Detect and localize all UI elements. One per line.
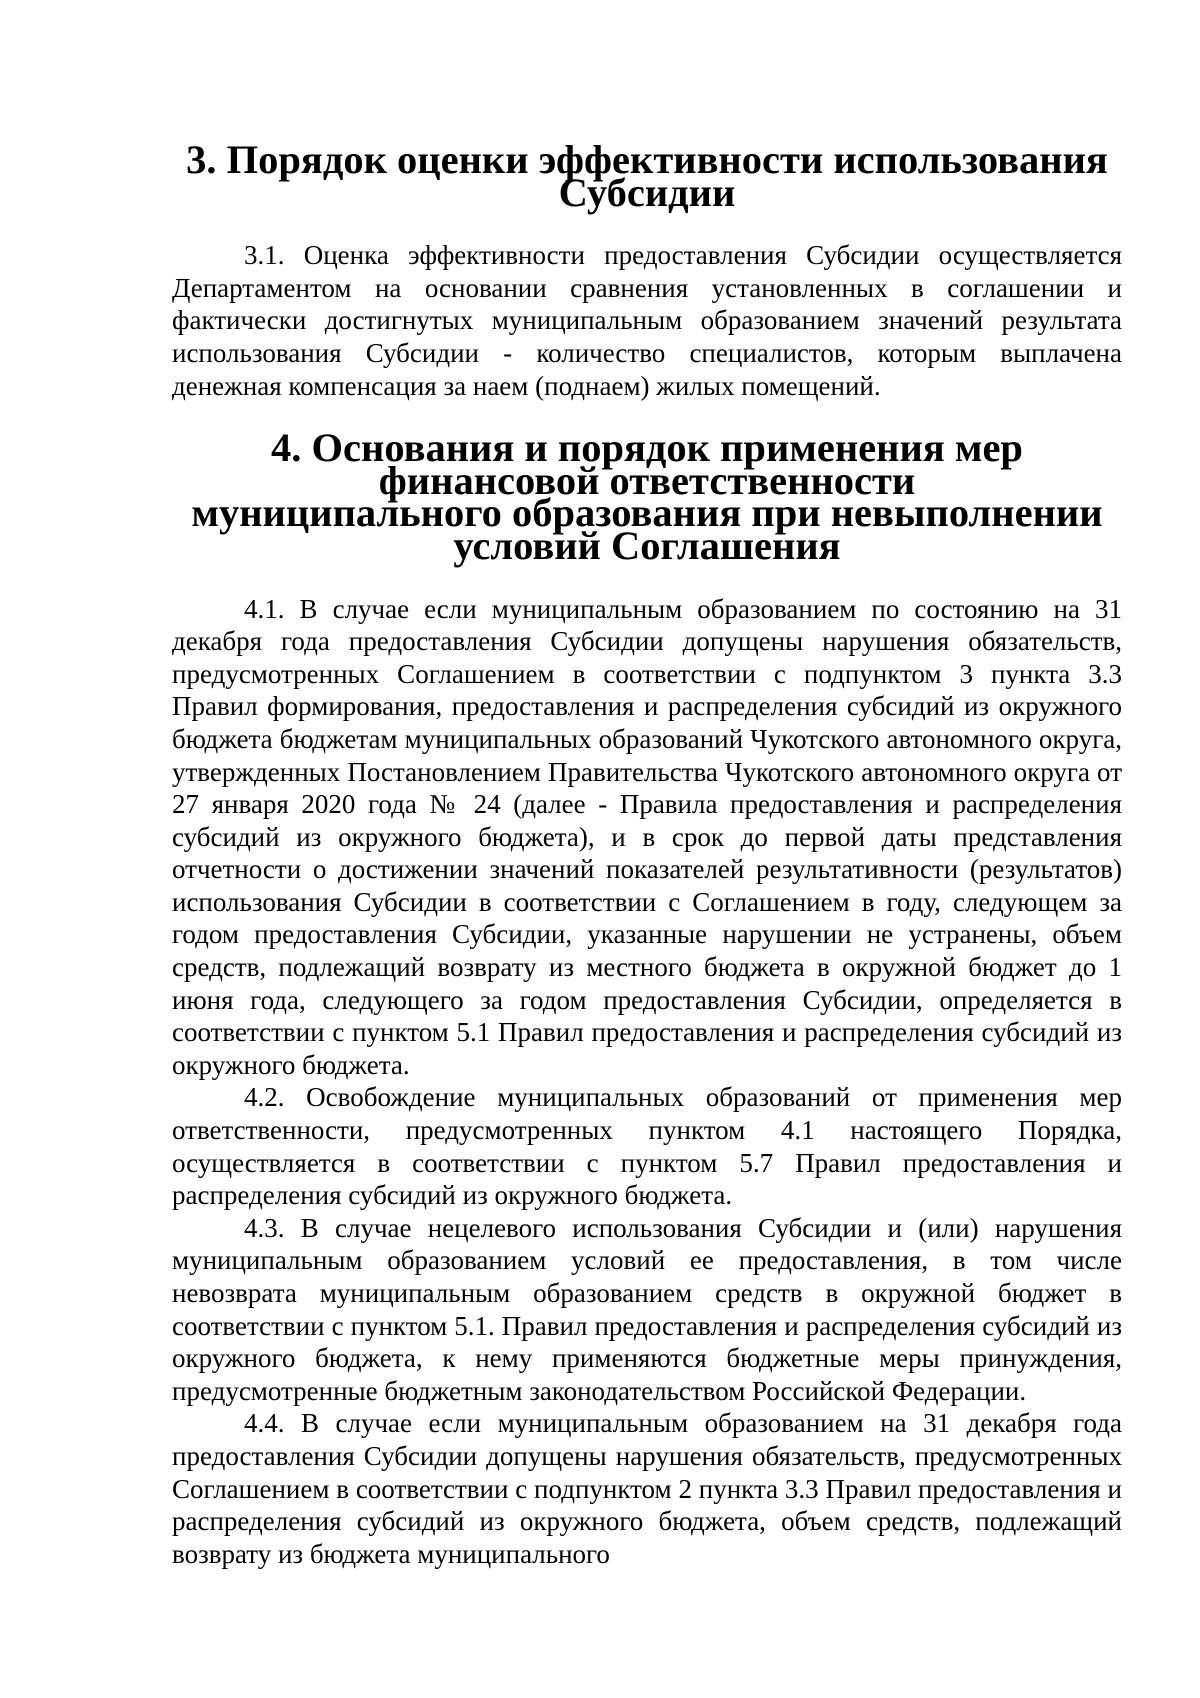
section-4-heading-line: условий Соглашения	[453, 522, 841, 568]
document-body	[172, 137, 1122, 1570]
paragraph-4-3: 4.3. В случае нецелевого использования Субсидии и (или) нарушения муниципальным образованием условий ее предоставления, в том числе невозврата муниципальным образованием средств в окружной бюджет в соответствии с пунктом 5.1. Правил предоставления и распределения субсидий из окружного бюджета, к нему применяются бюджетные меры принуждения, предусмотренные бюджетным законодательством Российской Федерации.	[172, 1212, 1122, 1406]
section-4-heading-line: 4. Основания и порядок применения мер финансовой ответственности	[271, 425, 1023, 503]
paragraph-4-1: 4.1. В случае если муниципальным образованием по состоянию на 31 декабря года предоставления Субсидии допущены нарушения обязательств, предусмотренных Соглашением в соответствии с подпунктом 3 пункта 3.3 Правил формирования, предоставления и распределения субсидий из окружного бюджета бюджетам муниципальных образований Чукотского автономного округа, утвержденных Постановлением Правительства Чукотского автономного округа от 27 января 2020 года № 24 (далее - Правила предоставления и распределения субсидий из окружного бюджета), и в срок до первой даты представления отчетности о достижении значений показателей результативности (результатов) использования Субсидии в соответствии с Соглашением в году, следующем за годом предоставления Субсидии, указанные нарушении не устранены, объем средств, подлежащий возврату из местного бюджета в окружной бюджет до 1 июня года, следующего за годом предоставления Субсидии, определяется в соответствии с пунктом 5.1 Правил предоставления и распределения субсидий из окружного бюджета.	[172, 593, 1122, 1080]
section-4-heading	[172, 425, 1122, 568]
paragraph-4-4: 4.4. В случае если муниципальным образованием на 31 декабря года предоставления Субсидии допущены нарушения обязательств, предусмотренных Соглашением в соответствии с подпунктом 2 пункта 3.3 Правил предоставления и распределения субсидий из окружного бюджета, объем средств, подлежащий возврату из бюджета муниципального	[172, 1408, 1122, 1569]
section-4-heading-line: муниципального образования при невыполнении	[191, 490, 1103, 536]
paragraph-4-2: 4.2. Освобождение муниципальных образований от применения мер ответственности, предусмотренных пунктом 4.1 настоящего Порядка, осуществляется в соответствии с пунктом 5.7 Правил предоставления и распределения субсидий из окружного бюджета.	[172, 1082, 1122, 1211]
paragraph-3-1: 3.1. Оценка эффективности предоставления Субсидии осуществляется Департаментом на основании сравнения установленных в соглашении и фактически достигнутых муниципальным образованием значений результата использования Субсидии - количество специалистов, которым выплачена денежная компенсация за наем (поднаем) жилых помещений.	[172, 240, 1122, 401]
section-3-heading: 3. Порядок оценки эффективности использования Субсидии	[186, 137, 1108, 215]
